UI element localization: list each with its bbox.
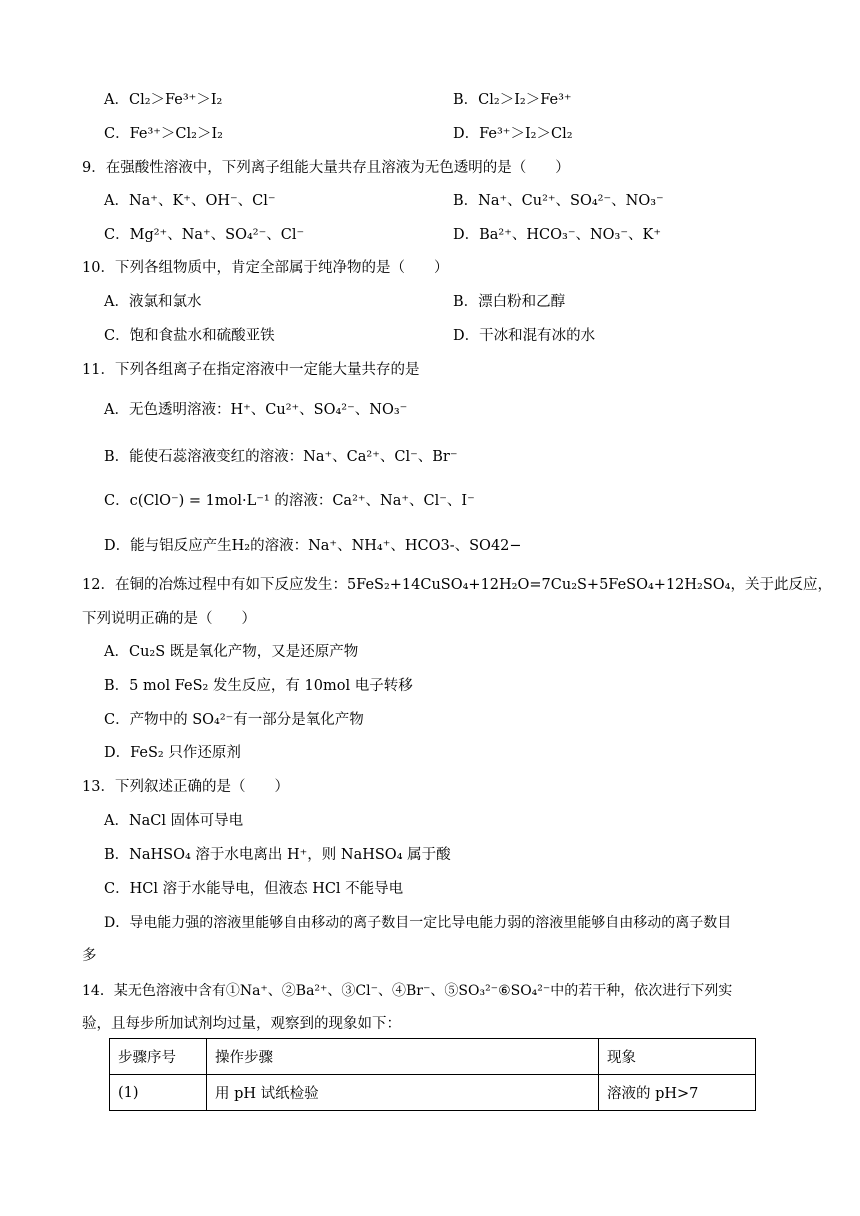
q10-option-b: B．漂白粉和乙醇: [453, 294, 566, 310]
q10-option-a: A．液氯和氯水: [104, 294, 202, 310]
q11-option-c: C．c(ClO⁻) = 1mol·L⁻¹ 的溶液：Ca²⁺、Na⁺、Cl⁻、I⁻: [104, 493, 475, 509]
q13-option-d-line1: D．导电能力强的溶液里能够自由移动的离子数目一定比导电能力弱的溶液里能够自由移动的离子数目: [104, 915, 732, 931]
q12-option-b: B．5 mol FeS₂ 发生反应，有 10mol 电子转移: [104, 678, 413, 694]
q13-option-b: B．NaHSO₄ 溶于水电离出 H⁺，则 NaHSO₄ 属于酸: [104, 847, 451, 863]
q11-option-a: A．无色透明溶液：H⁺、Cu²⁺、SO₄²⁻、NO₃⁻: [104, 402, 408, 418]
q10-option-c: C．饱和食盐水和硫酸亚铁: [104, 328, 275, 344]
row-phenomenon: 溶液的 pH>7: [599, 1075, 756, 1111]
q14-stem-line1: 14．某无色溶液中含有①Na⁺、②Ba²⁺、③Cl⁻、④Br⁻、⑤SO₃²⁻⑥SO₄²⁻中的若干种，依次进行下列实: [82, 983, 733, 999]
q8-option-d: D．Fe³⁺＞I₂＞Cl₂: [453, 126, 573, 142]
q13-stem: 13．下列叙述正确的是（ ）: [82, 779, 289, 795]
q8-option-b: B．Cl₂＞I₂＞Fe³⁺: [453, 92, 572, 108]
q10-stem: 10．下列各组物质中，肯定全部属于纯净物的是（ ）: [82, 260, 449, 276]
q12-option-c: C．产物中的 SO₄²⁻有一部分是氧化产物: [104, 712, 364, 728]
q9-option-c: C．Mg²⁺、Na⁺、SO₄²⁻、Cl⁻: [104, 227, 305, 243]
q13-option-a: A．NaCl 固体可导电: [104, 813, 244, 829]
header-phenomenon: 现象: [599, 1039, 756, 1075]
q9-option-b: B．Na⁺、Cu²⁺、SO₄²⁻、NO₃⁻: [453, 193, 664, 209]
q12-stem-line1: 12．在铜的冶炼过程中有如下反应发生：5FeS₂+14CuSO₄+12H₂O=7Cu₂S+5FeSO₄+12H₂SO₄，关于此反应，: [82, 577, 832, 593]
q10-option-d: D．干冰和混有冰的水: [453, 328, 596, 344]
row-step-number: (1): [110, 1075, 207, 1111]
q11-option-b: B．能使石蕊溶液变红的溶液：Na⁺、Ca²⁺、Cl⁻、Br⁻: [104, 449, 458, 465]
header-operation: 操作步骤: [207, 1039, 599, 1075]
table-row: [110, 1075, 756, 1111]
row-operation: 用 pH 试纸检验: [207, 1075, 599, 1111]
q12-option-a: A．Cu₂S 既是氧化产物，又是还原产物: [104, 644, 359, 660]
q14-experiment-table: [109, 1038, 756, 1111]
q9-stem: 9．在强酸性溶液中，下列离子组能大量共存且溶液为无色透明的是（ ）: [82, 160, 570, 176]
header-step-number: 步骤序号: [110, 1039, 207, 1075]
q13-option-c: C．HCl 溶于水能导电，但液态 HCl 不能导电: [104, 881, 404, 897]
q8-option-c: C．Fe³⁺＞Cl₂＞I₂: [104, 126, 223, 142]
q14-stem-line2: 验，且每步所加试剂均过量，观察到的现象如下：: [82, 1016, 401, 1032]
q11-option-d: D．能与铝反应产生H₂的溶液：Na⁺、NH₄⁺、HCO3-、SO42−: [104, 538, 522, 554]
q11-stem: 11．下列各组离子在指定溶液中一定能大量共存的是: [82, 362, 420, 378]
q12-stem-line2: 下列说明正确的是（ ）: [82, 611, 256, 627]
q13-option-d-line2: 多: [82, 948, 97, 964]
table-header-row: [110, 1039, 756, 1075]
q9-option-d: D．Ba²⁺、HCO₃⁻、NO₃⁻、K⁺: [453, 227, 662, 243]
q9-option-a: A．Na⁺、K⁺、OH⁻、Cl⁻: [104, 193, 276, 209]
q12-option-d: D．FeS₂ 只作还原剂: [104, 745, 241, 761]
q8-option-a: A．Cl₂＞Fe³⁺＞I₂: [104, 92, 223, 108]
